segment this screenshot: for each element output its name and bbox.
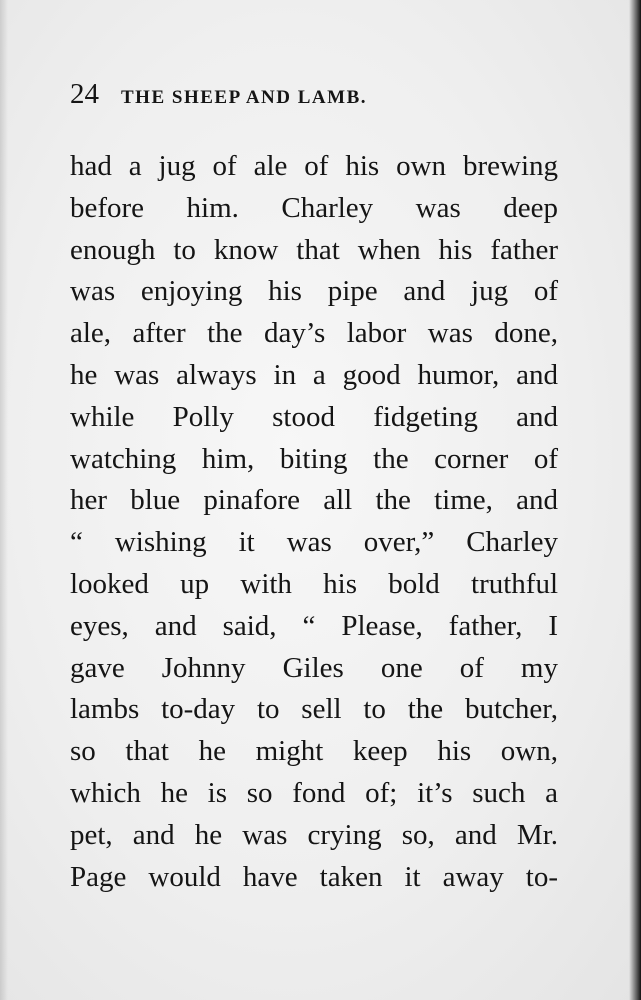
text-line: ale, after the day’s labor was done, — [70, 317, 558, 350]
text-line: pet, and he was crying so, and Mr. — [70, 818, 558, 851]
page-edge-shadow — [629, 0, 641, 1000]
text-line: watching him, biting the corner of — [70, 442, 558, 475]
text-line: gave Johnny Giles one of my — [70, 651, 558, 684]
gutter-shadow — [0, 0, 8, 1000]
text-line: which he is so fond of; it’s such a — [70, 776, 558, 809]
text-line: her blue pinafore all the time, and — [70, 484, 558, 517]
text-line: before him. Charley was deep — [70, 191, 558, 224]
text-line: “ wishing it was over,” Charley — [70, 526, 558, 559]
text-line: Page would have taken it away to- — [70, 860, 558, 893]
text-line: he was always in a good humor, and — [70, 358, 558, 391]
text-line: had a jug of ale of his own brewing — [70, 150, 558, 182]
page-number: 24 — [70, 78, 99, 110]
text-line: eyes, and said, “ Please, father, I — [70, 609, 558, 642]
text-line: was enjoying his pipe and jug of — [70, 275, 558, 308]
running-head: THE SHEEP AND LAMB. — [121, 87, 367, 108]
page-header — [70, 78, 560, 118]
text-line: while Polly stood fidgeting and — [70, 400, 558, 433]
text-line: lambs to-day to sell to the butcher, — [70, 693, 558, 726]
text-line: so that he might keep his own, — [70, 735, 558, 768]
text-line: looked up with his bold truthful — [70, 567, 558, 600]
body-text — [70, 146, 558, 898]
text-line: enough to know that when his father — [70, 233, 558, 266]
